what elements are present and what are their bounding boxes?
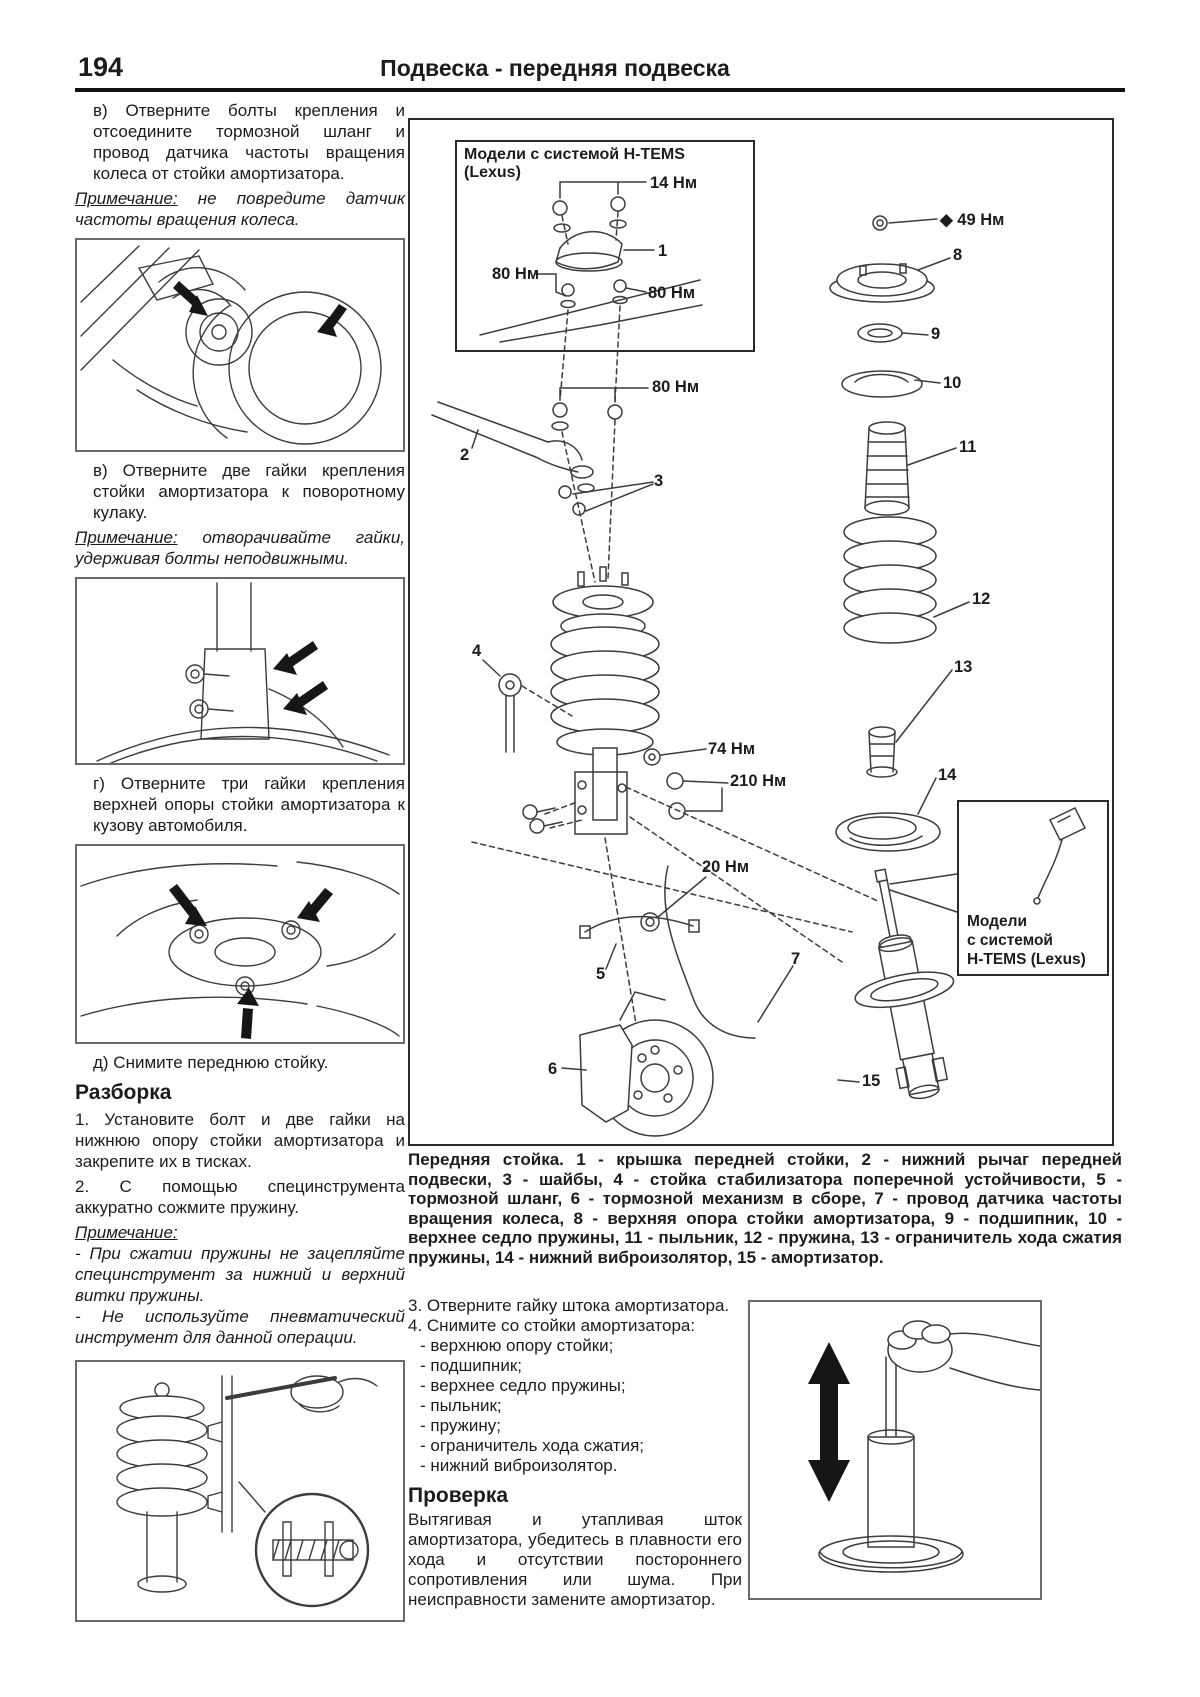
proverka-text: Вытягивая и утапливая шток амортизатора, убедитесь в плавности его хода и отсутствии постороннего сопротивления или шума. При неисправности замените амортизатор.: [408, 1510, 742, 1609]
htems-inset-line3: H-TEMS (Lexus): [967, 951, 1086, 968]
spring-compressor-line-art: [77, 1362, 403, 1620]
note-2-text: отворачивайте гайки, удерживая болты неподвижными.: [75, 528, 405, 568]
step-4-item: - верхнее седло пружины;: [420, 1376, 626, 1395]
step-4-item: - ограничитель хода сжатия;: [420, 1436, 645, 1455]
part-label-5: 5: [596, 965, 606, 983]
torque-label-80nm-a: 80 Нм: [492, 265, 540, 283]
part-label-1: 1: [658, 242, 668, 260]
part-label-12: 12: [972, 590, 991, 608]
part-label-11: 11: [959, 438, 977, 456]
torque-label-14nm: 14 Нм: [650, 174, 698, 192]
htems-inset-box: [957, 800, 1109, 976]
part-label-2: 2: [460, 446, 470, 464]
torque-label-49nm: ◆ 49 Нм: [940, 211, 1005, 229]
part-label-7: 7: [791, 950, 801, 968]
figure-spring-compressor: [75, 1360, 405, 1622]
razborka-step2: 2. С помощью специнструмента аккуратно сожмите пружину.: [75, 1177, 405, 1217]
step-d-text: д) Снимите переднюю стойку.: [93, 1053, 329, 1072]
note-3-item1: - При сжатии пружины не зацепляйте специнструмент за нижний и верхний витки пружины.: [75, 1244, 405, 1305]
step-g-text: г) Отверните три гайки крепления верхней опоры стойки амортизатора к кузову автомобиля.: [93, 774, 405, 835]
step-4-item: - нижний виброизолятор.: [420, 1456, 618, 1475]
htems-inset-line2: с системой: [967, 932, 1053, 949]
part-label-8: 8: [953, 246, 963, 264]
torque-label-74nm: 74 Нм: [708, 740, 756, 758]
note-2: [75, 527, 405, 569]
diagram-caption: Передняя стойка. 1 - крышка передней стойки, 2 - нижний рычаг передней подвески, 3 - шайбы, 4 - стойка стабилизатора поперечной устойчивости, 5 - тормозной шланг, 6 - тормозной механизм в сборе, 7 - провод датчика частоты вращения колеса, 8 - верхняя опора стойки амортизатора, 9 - подшипник, 10 - верхнее седло пружины, 11 - пыльник, 12 - пружина, 13 - ограничитель хода сжатия пружины, 14 - нижний виброизолятор, 15 - амортизатор.: [408, 1150, 1122, 1267]
step-b2-text: в) Отверните две гайки крепления стойки амортизатора к поворотному кулаку.: [93, 461, 405, 522]
page-title: Подвеска - передняя подвеска: [380, 55, 730, 81]
figure-strut-knuckle-nuts: [75, 577, 405, 765]
step-4-item: - подшипник;: [420, 1356, 522, 1375]
part-label-6: 6: [548, 1060, 558, 1078]
note-1: [75, 188, 405, 230]
htems-top-box-title: Модели с системой H-TEMS (Lexus): [464, 146, 685, 181]
part-label-15: 15: [862, 1072, 881, 1090]
note-3-label: Примечание:: [75, 1223, 178, 1242]
note-1-label: Примечание:: [75, 189, 178, 208]
torque-label-210nm: 210 Нм: [730, 772, 787, 790]
note-2-label: Примечание:: [75, 528, 178, 547]
proverka-heading: Проверка: [408, 1484, 509, 1507]
brake-hose-line-art: [77, 240, 403, 450]
step-3-text: 3. Отверните гайку штока амортизатора.: [408, 1296, 730, 1315]
part-label-9: 9: [931, 325, 941, 343]
step-4-text: 4. Снимите со стойки амортизатора:: [408, 1316, 696, 1335]
note-1-text: не повредите датчик частоты вращения колеса.: [75, 189, 405, 229]
torque-label-20nm: 20 Нм: [702, 858, 750, 876]
step-4-item: - пыльник;: [420, 1396, 502, 1415]
note-3-label-row: [75, 1222, 405, 1243]
step-4-item: - верхнюю опору стойки;: [420, 1336, 614, 1355]
torque-label-80nm-c: 80 Нм: [652, 378, 700, 396]
razborka-heading: Разборка: [75, 1081, 172, 1104]
note-3-item2: - Не используйте пневматический инструмент для данной операции.: [75, 1307, 405, 1347]
page-number: 194: [78, 52, 124, 82]
torque-label-80nm-b: 80 Нм: [648, 284, 696, 302]
htems-top-box: [455, 140, 755, 352]
header-rule: [75, 88, 1125, 92]
part-label-10: 10: [943, 374, 962, 392]
upper-mount-line-art: [77, 846, 403, 1042]
step-b1-text: в) Отверните болты крепления и отсоедините тормозной шланг и провод датчика частоты вращения колеса от стойки амортизатора.: [93, 101, 405, 183]
figure-upper-mount-nuts: [75, 844, 405, 1044]
left-column: [75, 100, 405, 1630]
part-label-13: 13: [954, 658, 973, 676]
strut-knuckle-line-art: [77, 579, 403, 763]
step-4-item: - пружину;: [420, 1416, 502, 1435]
right-steps: [408, 1296, 742, 1610]
part-label-14: 14: [938, 766, 957, 784]
photo-shock-absorber-check: [748, 1300, 1042, 1600]
part-label-3: 3: [654, 472, 664, 490]
shock-check-line-art: [750, 1302, 1040, 1598]
diagram-front-strut-exploded: [408, 118, 1114, 1146]
razborka-step1: 1. Установите болт и две гайки на нижнюю опору стойки амортизатора и закрепите их в тисках.: [75, 1110, 405, 1171]
figure-brake-hose-disconnect: [75, 238, 405, 452]
htems-inset-text: [967, 912, 1086, 969]
htems-inset-line1: Модели: [967, 913, 1028, 930]
part-label-4: 4: [472, 642, 482, 660]
